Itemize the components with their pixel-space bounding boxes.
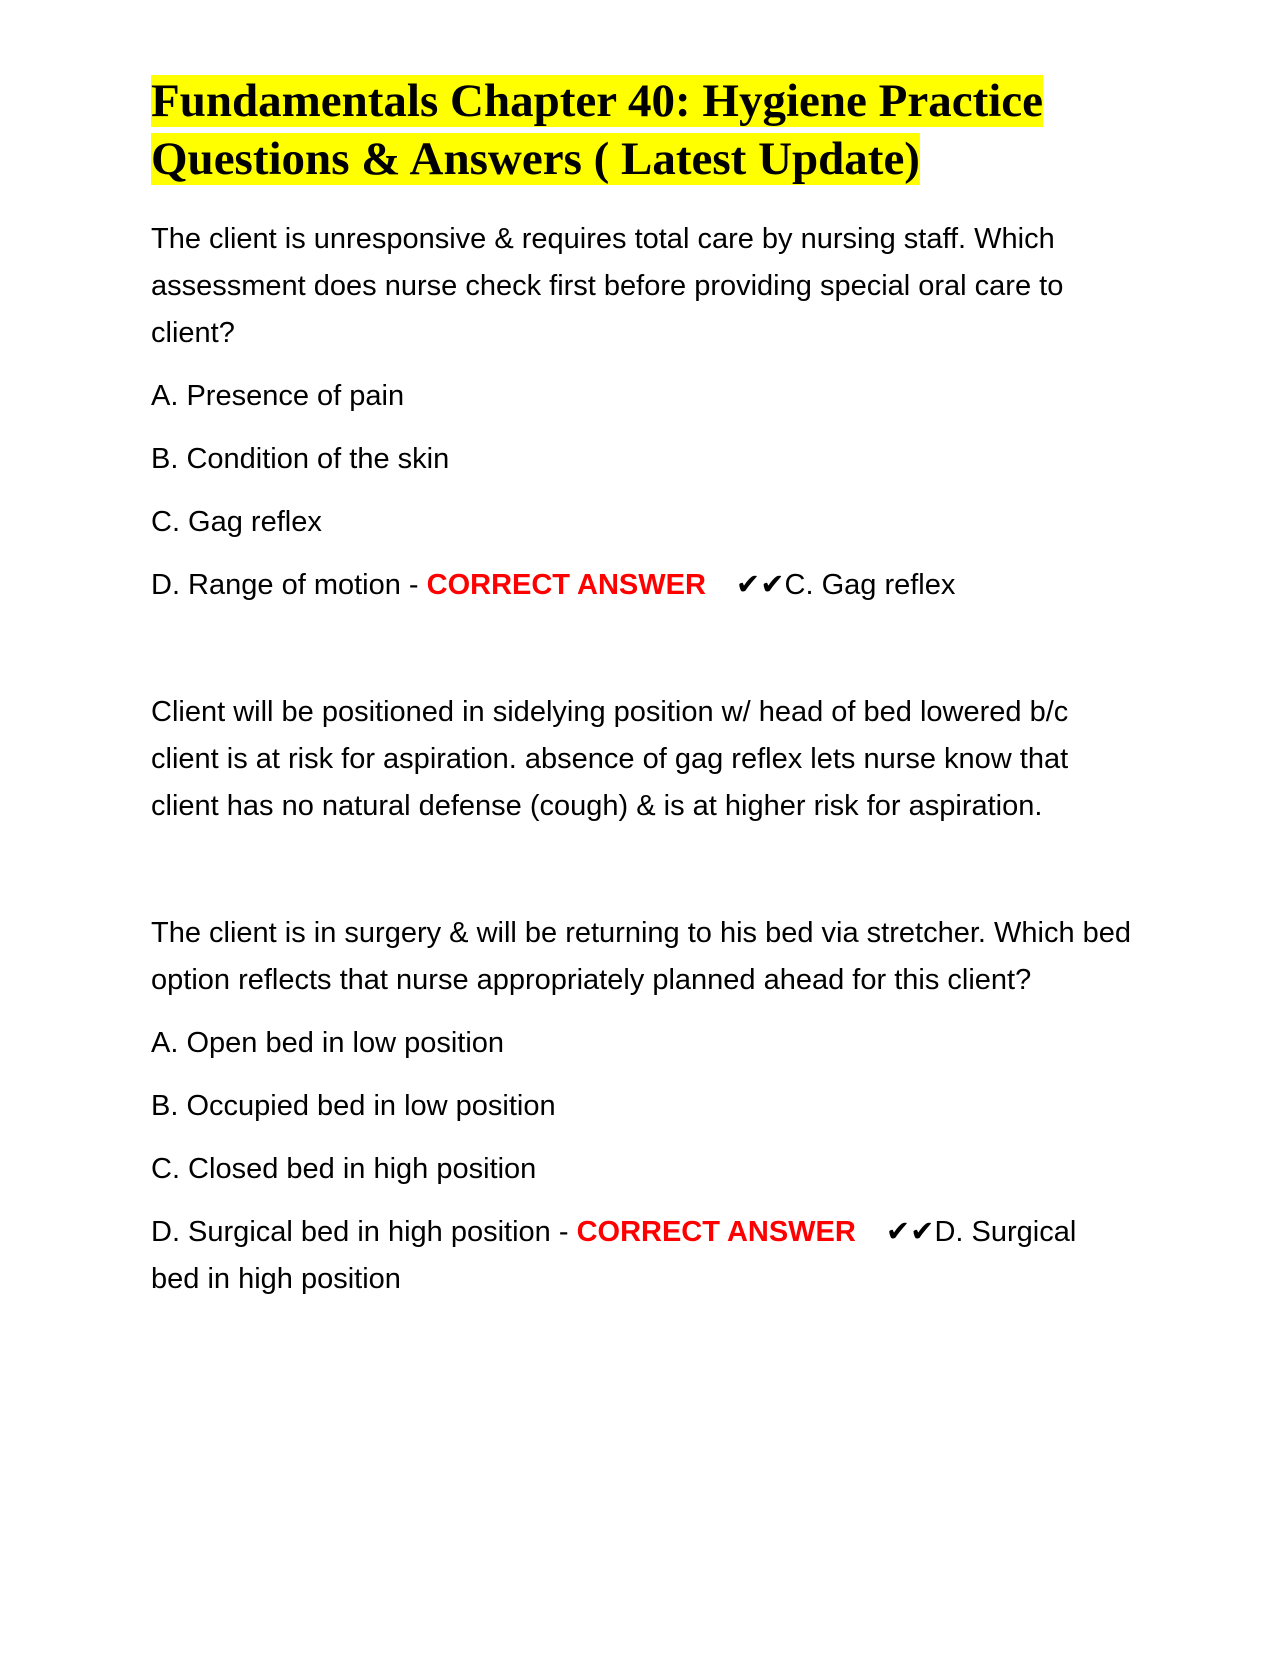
rationale-text: Client will be positioned in sidelying position w/ head of bed lowered b/c client is at risk for aspiration. absence of gag reflex lets nurse know that client has no natural defense (cough) & is at higher risk for aspiration. (151, 696, 1069, 822)
option-b: B. Occupied bed in low position (151, 1090, 556, 1122)
option-b: B. Condition of the skin (151, 443, 450, 475)
document-page (151, 72, 1131, 1303)
option-d: D. Surgical bed in high position - (151, 1216, 569, 1248)
option-d: D. Range of motion - (151, 569, 419, 601)
correct-answer-value: C. Gag reflex (784, 569, 956, 601)
question-text: The client is unresponsive & requires total care by nursing staff. Which assessment does nurse check first before providing special oral care to client? (151, 223, 1064, 349)
option-d-answer-line (151, 1209, 1131, 1303)
correct-answer-value: D. Surgical bed in high position (151, 1216, 1077, 1295)
checkmark-icon: ✔✔ (885, 1216, 935, 1248)
option-a: A. Presence of pain (151, 380, 405, 412)
option-d-answer-line (151, 562, 1131, 609)
question-2 (151, 910, 1131, 1303)
option-a: A. Open bed in low position (151, 1027, 505, 1059)
option-c: C. Closed bed in high position (151, 1153, 537, 1185)
page-title (151, 72, 1131, 188)
question-1 (151, 216, 1131, 830)
question-text: The client is in surgery & will be returning to his bed via stretcher. Which bed option reflects that nurse appropriately planned ahead for this client? (151, 917, 1132, 996)
checkmark-icon: ✔✔ (735, 569, 785, 601)
option-c: C. Gag reflex (151, 506, 322, 538)
title-line-2: Questions & Answers ( Latest Update) (151, 133, 920, 185)
title-line-1: Fundamentals Chapter 40: Hygiene Practice (151, 75, 1044, 127)
correct-answer-label: CORRECT ANSWER (426, 569, 706, 601)
correct-answer-label: CORRECT ANSWER (576, 1216, 856, 1248)
